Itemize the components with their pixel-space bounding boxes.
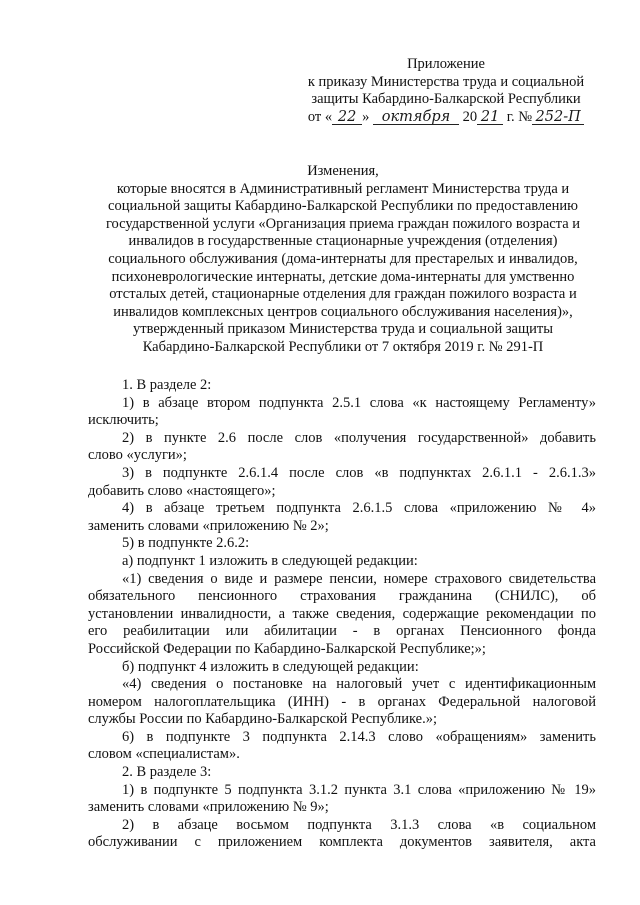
- date-prefix: от «: [307, 108, 333, 125]
- handwritten-day: 22: [332, 110, 362, 125]
- line: установлении инвалидности, а также сведения, содержащие рекомендации по: [88, 605, 596, 622]
- line: 3) в подпункте 2.6.1.4 после слов «в подпунктах 2.6.1.1 - 2.6.1.3»: [122, 464, 596, 481]
- paragraph-6: [88, 729, 596, 764]
- quote-2: [88, 676, 596, 729]
- paragraph-3: [88, 465, 596, 500]
- line: Российской Федерации по Кабардино-Балкарской Республике;»;: [88, 640, 486, 657]
- title-line: инвалидов комплексных центров социального обслуживания населения)»,: [113, 303, 573, 320]
- title-line: утвержденный приказом Министерства труда и социальной защиты: [133, 321, 553, 338]
- subparagraph-a: а) подпункт 1 изложить в следующей редакции:: [122, 552, 418, 569]
- header-date-line: [296, 109, 596, 127]
- line: 6) в подпункте 3 подпункта 2.14.3 слово «обращениям» заменить: [122, 728, 596, 745]
- title-line: Изменения,: [307, 163, 379, 179]
- title-line: Кабардино-Балкарской Республики от 7 октября 2019 г. № 291-П: [142, 338, 544, 355]
- handwritten-year: 21: [477, 110, 503, 125]
- number-prefix: г. №: [506, 108, 533, 125]
- line: 1) в подпункте 5 подпункта 3.1.2 пункта 3.1 слова «приложению № 19»: [122, 781, 596, 798]
- line: добавить слово «настоящего»;: [88, 482, 276, 499]
- line: его реабилитации или абилитации - в органах Пенсионного фонда: [88, 623, 596, 640]
- quote-1: [88, 571, 596, 659]
- line: «4) сведения о постановке на налоговый учет с идентификационным: [122, 676, 596, 693]
- handwritten-month: октября: [373, 110, 459, 125]
- paragraph-2: [88, 430, 596, 465]
- subparagraph-b: б) подпункт 4 изложить в следующей редакции:: [122, 658, 419, 675]
- line: словом «специалистам».: [88, 746, 240, 763]
- line: заменить словами «приложению № 9»;: [88, 799, 329, 816]
- paragraph-4: [88, 500, 596, 535]
- paragraph-1: [88, 395, 596, 430]
- document-header: [296, 56, 596, 126]
- handwritten-order-number: 252-П: [532, 110, 584, 125]
- title-line: которые вносятся в Административный регламент Министерства труда и: [116, 180, 570, 197]
- title-line: инвалидов в государственные стационарные учреждения (отделения): [128, 233, 558, 250]
- line: 2) в абзаце восьмом подпункта 3.1.3 слова «в социальном: [122, 816, 596, 833]
- line: 4) в абзаце третьем подпункта 2.6.1.5 слова «приложению № 4»: [122, 500, 596, 517]
- paragraph-5: 5) в подпункте 2.6.2:: [122, 535, 250, 552]
- section-heading-1: 1. В разделе 2:: [122, 377, 212, 393]
- line: 1) в абзаце втором подпункта 2.5.1 слова «к настоящему Регламенту»: [122, 394, 596, 411]
- line: обязательного пенсионного страхования гражданина (СНИЛС), об: [88, 588, 596, 605]
- year-prefix: 20: [462, 108, 478, 125]
- line: «1) сведения о виде и размере пенсии, номере страхового свидетельства: [122, 570, 596, 587]
- header-order-line: к приказу Министерства труда и социальной: [307, 73, 585, 90]
- line: номером налогоплательщика (ИНН) - в органах Федеральной налоговой: [88, 693, 596, 710]
- title-line: государственной услуги «Организация приема граждан пожилого возраста и: [105, 215, 581, 232]
- date-mid: »: [362, 108, 370, 125]
- header-ministry-line: защиты Кабардино-Балкарской Республики: [311, 91, 581, 107]
- paragraph-8: [88, 817, 596, 852]
- line: заменить словами «приложению № 2»;: [88, 517, 329, 534]
- line: службы России по Кабардино-Балкарской Республике.»;: [88, 711, 438, 728]
- line: исключить;: [88, 412, 159, 429]
- document-body: [88, 377, 596, 852]
- document-title: [92, 163, 594, 357]
- title-line: социальной защиты Кабардино-Балкарской Республики по предоставлению: [108, 198, 578, 215]
- section-heading-2: 2. В разделе 3:: [122, 764, 212, 781]
- title-line: отсталых детей, стационарные отделения для граждан пожилого возраста и: [109, 286, 577, 303]
- title-line: социального обслуживания (дома-интернаты для престарелых и инвалидов,: [108, 250, 578, 267]
- line: 2) в пункте 2.6 после слов «получения государственной» добавить: [122, 429, 596, 446]
- line: слово «услуги»;: [88, 447, 187, 464]
- header-appendix-label: Приложение: [407, 56, 485, 72]
- paragraph-7: [88, 782, 596, 817]
- line: обслуживании с приложением комплекта документов заявителя, акта: [88, 834, 596, 851]
- title-line: психоневрологические интернаты, детские дома-интернаты для умственно: [111, 268, 575, 285]
